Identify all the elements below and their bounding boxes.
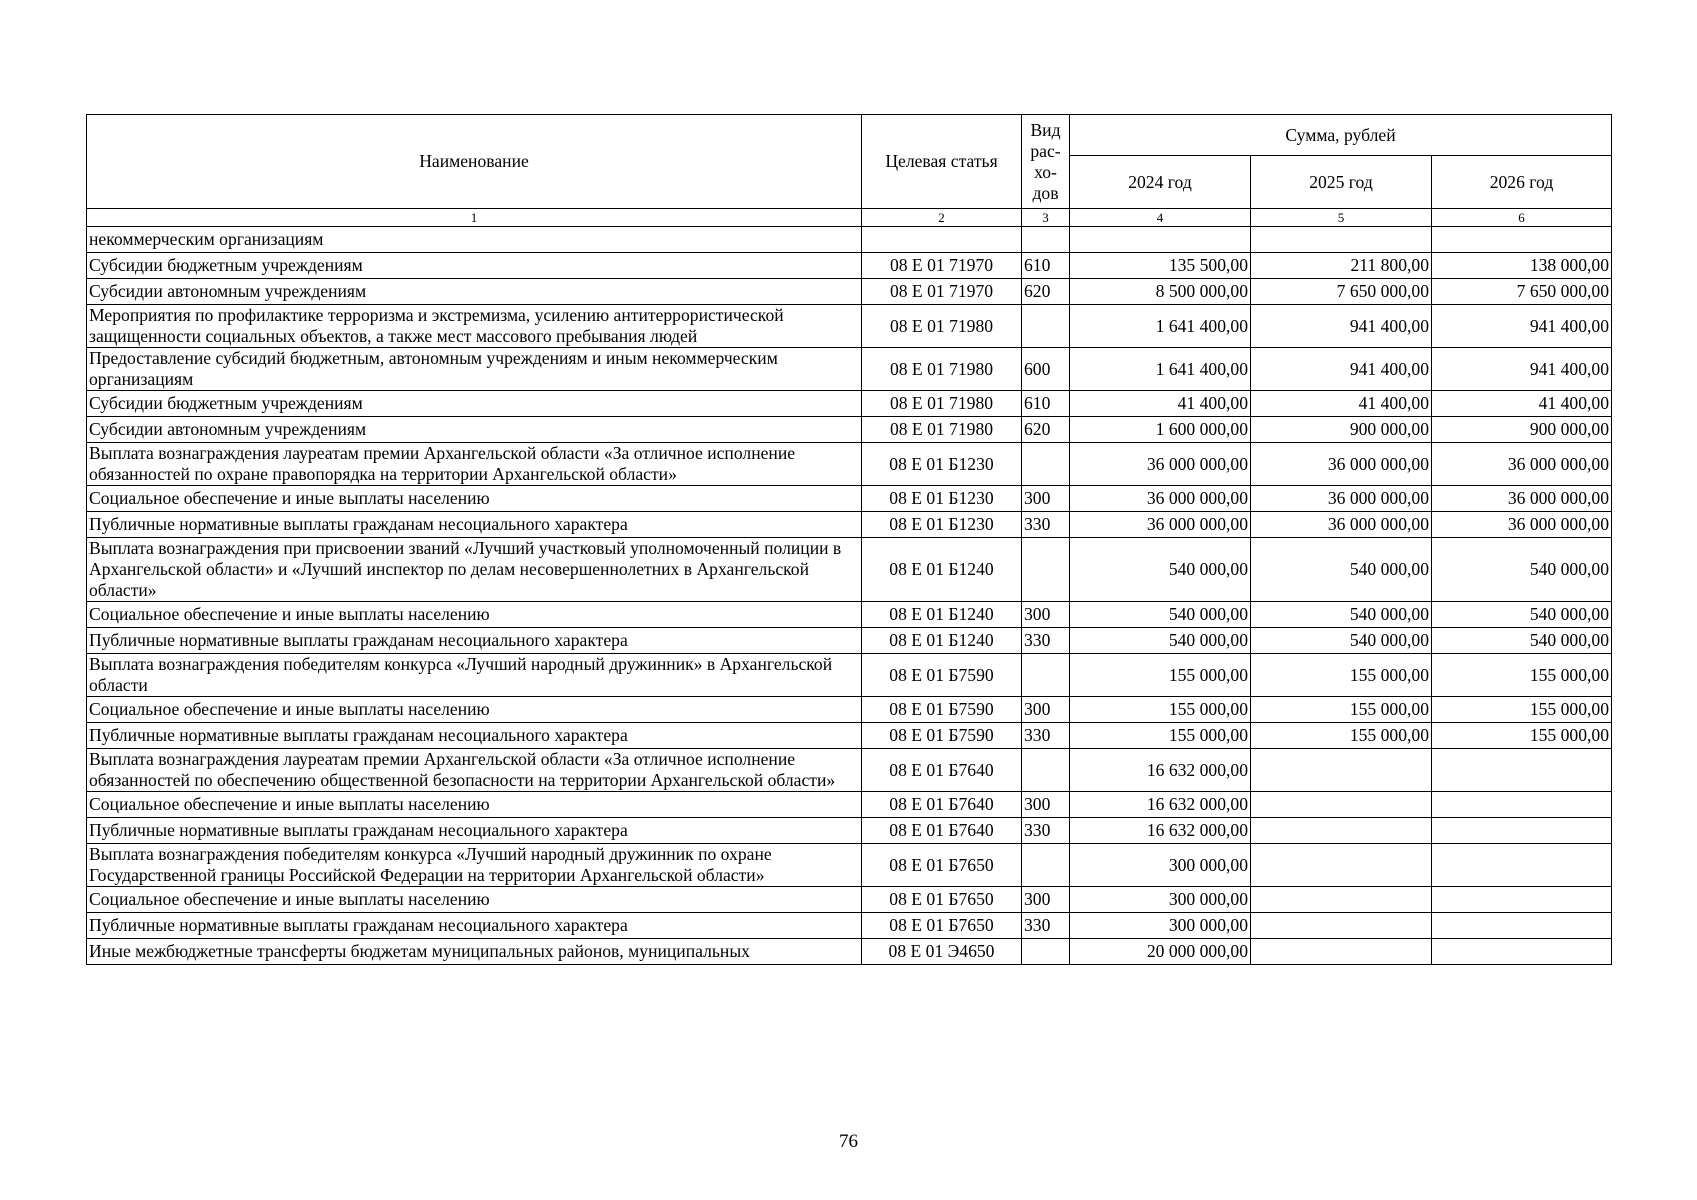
row-expense-type: 610 — [1022, 391, 1070, 417]
row-target-code: 08 Е 01 Э4650 — [862, 939, 1022, 965]
row-amount-2025 — [1251, 913, 1432, 939]
row-name: Выплата вознаграждения победителям конкурса «Лучший народный дружинник по охране Государственной границы Российской Федерации на территории Архангельской области» — [87, 844, 862, 887]
row-name: Социальное обеспечение и иные выплаты населению — [87, 792, 862, 818]
table-row — [87, 939, 1612, 965]
table-row — [87, 628, 1612, 654]
header-expense-type — [1022, 115, 1070, 209]
row-target-code: 08 Е 01 71980 — [862, 348, 1022, 391]
row-amount-2025: 155 000,00 — [1251, 723, 1432, 749]
row-expense-type: 330 — [1022, 723, 1070, 749]
row-amount-2024: 16 632 000,00 — [1070, 749, 1251, 792]
header-expense-type-line: Вид — [1030, 119, 1061, 140]
row-target-code: 08 Е 01 71980 — [862, 305, 1022, 348]
row-name: Субсидии бюджетным учреждениям — [87, 391, 862, 417]
row-expense-type: 620 — [1022, 279, 1070, 305]
header-name: Наименование — [87, 115, 862, 209]
row-name: Субсидии бюджетным учреждениям — [87, 253, 862, 279]
row-name: Социальное обеспечение и иные выплаты населению — [87, 887, 862, 913]
row-target-code: 08 Е 01 Б7590 — [862, 697, 1022, 723]
row-amount-2024: 1 641 400,00 — [1070, 305, 1251, 348]
row-expense-type: 330 — [1022, 628, 1070, 654]
row-amount-2025 — [1251, 939, 1432, 965]
row-amount-2024: 36 000 000,00 — [1070, 443, 1251, 486]
table-row — [87, 818, 1612, 844]
row-expense-type: 300 — [1022, 697, 1070, 723]
table-row — [87, 749, 1612, 792]
row-amount-2026 — [1432, 818, 1612, 844]
row-amount-2026: 540 000,00 — [1432, 538, 1612, 602]
row-amount-2024: 300 000,00 — [1070, 887, 1251, 913]
column-number: 5 — [1251, 209, 1432, 227]
row-expense-type — [1022, 654, 1070, 697]
row-amount-2024: 8 500 000,00 — [1070, 279, 1251, 305]
row-amount-2024: 155 000,00 — [1070, 723, 1251, 749]
row-target-code: 08 Е 01 71980 — [862, 417, 1022, 443]
row-amount-2025: 41 400,00 — [1251, 391, 1432, 417]
row-amount-2024: 155 000,00 — [1070, 697, 1251, 723]
row-name: Выплата вознаграждения победителям конкурса «Лучший народный дружинник» в Архангельской области — [87, 654, 862, 697]
header-year-2025: 2025 год — [1251, 156, 1432, 209]
row-amount-2025: 941 400,00 — [1251, 348, 1432, 391]
row-amount-2026: 7 650 000,00 — [1432, 279, 1612, 305]
row-amount-2025: 211 800,00 — [1251, 253, 1432, 279]
row-expense-type: 600 — [1022, 348, 1070, 391]
row-name: Социальное обеспечение и иные выплаты населению — [87, 602, 862, 628]
row-expense-type: 330 — [1022, 913, 1070, 939]
row-amount-2025: 900 000,00 — [1251, 417, 1432, 443]
page-number: 76 — [839, 1131, 858, 1152]
row-name: Субсидии автономным учреждениям — [87, 417, 862, 443]
row-amount-2026: 36 000 000,00 — [1432, 486, 1612, 512]
row-amount-2024: 300 000,00 — [1070, 913, 1251, 939]
row-expense-type — [1022, 844, 1070, 887]
table-row — [87, 305, 1612, 348]
row-expense-type: 610 — [1022, 253, 1070, 279]
row-amount-2024: 16 632 000,00 — [1070, 792, 1251, 818]
row-amount-2026: 155 000,00 — [1432, 697, 1612, 723]
row-amount-2024: 16 632 000,00 — [1070, 818, 1251, 844]
table-row — [87, 654, 1612, 697]
row-amount-2026: 155 000,00 — [1432, 654, 1612, 697]
row-expense-type — [1022, 305, 1070, 348]
row-amount-2025: 36 000 000,00 — [1251, 486, 1432, 512]
row-target-code: 08 Е 01 Б7650 — [862, 844, 1022, 887]
row-expense-type: 330 — [1022, 818, 1070, 844]
row-target-code: 08 Е 01 Б1230 — [862, 512, 1022, 538]
row-name: Социальное обеспечение и иные выплаты населению — [87, 486, 862, 512]
table-row — [87, 227, 1612, 253]
row-amount-2025 — [1251, 749, 1432, 792]
row-target-code: 08 Е 01 Б7640 — [862, 792, 1022, 818]
row-amount-2026: 540 000,00 — [1432, 602, 1612, 628]
row-amount-2024: 36 000 000,00 — [1070, 486, 1251, 512]
row-amount-2026 — [1432, 913, 1612, 939]
column-number: 3 — [1022, 209, 1070, 227]
row-amount-2026 — [1432, 749, 1612, 792]
row-amount-2024: 20 000 000,00 — [1070, 939, 1251, 965]
table-row — [87, 844, 1612, 887]
row-name: Публичные нормативные выплаты гражданам несоциального характера — [87, 512, 862, 538]
row-amount-2025: 540 000,00 — [1251, 538, 1432, 602]
row-amount-2025: 540 000,00 — [1251, 628, 1432, 654]
budget-table — [86, 114, 1612, 965]
column-number-row — [87, 209, 1612, 227]
table-row — [87, 443, 1612, 486]
column-number: 6 — [1432, 209, 1612, 227]
row-name: Субсидии автономным учреждениям — [87, 279, 862, 305]
header-sum: Сумма, рублей — [1070, 115, 1612, 156]
header-year-2024: 2024 год — [1070, 156, 1251, 209]
row-amount-2026 — [1432, 939, 1612, 965]
row-amount-2026: 941 400,00 — [1432, 348, 1612, 391]
row-name: Публичные нормативные выплаты гражданам несоциального характера — [87, 818, 862, 844]
row-amount-2026: 138 000,00 — [1432, 253, 1612, 279]
table-row — [87, 538, 1612, 602]
row-amount-2024: 1 600 000,00 — [1070, 417, 1251, 443]
row-amount-2026 — [1432, 887, 1612, 913]
row-amount-2026: 36 000 000,00 — [1432, 512, 1612, 538]
row-amount-2026: 540 000,00 — [1432, 628, 1612, 654]
row-target-code: 08 Е 01 Б7590 — [862, 723, 1022, 749]
row-expense-type: 330 — [1022, 512, 1070, 538]
row-name: Предоставление субсидий бюджетным, автономным учреждениям и иным некоммерческим организациям — [87, 348, 862, 391]
table-row — [87, 417, 1612, 443]
row-amount-2026: 900 000,00 — [1432, 417, 1612, 443]
row-amount-2025: 155 000,00 — [1251, 654, 1432, 697]
row-amount-2025: 155 000,00 — [1251, 697, 1432, 723]
column-number: 1 — [87, 209, 862, 227]
row-amount-2025: 540 000,00 — [1251, 602, 1432, 628]
table-row — [87, 512, 1612, 538]
header-expense-type-line: дов — [1032, 182, 1059, 203]
row-target-code: 08 Е 01 71970 — [862, 279, 1022, 305]
column-number: 4 — [1070, 209, 1251, 227]
header-expense-type-line: рас- — [1030, 140, 1061, 161]
header-year-2026: 2026 год — [1432, 156, 1612, 209]
row-amount-2025 — [1251, 818, 1432, 844]
row-target-code: 08 Е 01 Б7650 — [862, 913, 1022, 939]
row-amount-2024: 300 000,00 — [1070, 844, 1251, 887]
row-expense-type — [1022, 227, 1070, 253]
row-target-code: 08 Е 01 Б1230 — [862, 486, 1022, 512]
row-name: Выплата вознаграждения лауреатам премии Архангельской области «За отличное исполнение обязанностей по охране правопорядка на территории Архангельской области» — [87, 443, 862, 486]
column-number: 2 — [862, 209, 1022, 227]
table-body — [87, 227, 1612, 965]
row-expense-type: 300 — [1022, 486, 1070, 512]
row-amount-2026: 155 000,00 — [1432, 723, 1612, 749]
row-amount-2025 — [1251, 844, 1432, 887]
table-row — [87, 602, 1612, 628]
table-row — [87, 723, 1612, 749]
row-amount-2025: 941 400,00 — [1251, 305, 1432, 348]
header-target-article: Целевая статья — [862, 115, 1022, 209]
row-amount-2024: 540 000,00 — [1070, 602, 1251, 628]
row-target-code: 08 Е 01 Б7590 — [862, 654, 1022, 697]
row-amount-2026 — [1432, 792, 1612, 818]
row-expense-type — [1022, 749, 1070, 792]
row-amount-2025: 7 650 000,00 — [1251, 279, 1432, 305]
row-expense-type: 300 — [1022, 602, 1070, 628]
row-name: Публичные нормативные выплаты гражданам несоциального характера — [87, 913, 862, 939]
row-name: Публичные нормативные выплаты гражданам несоциального характера — [87, 723, 862, 749]
row-amount-2024: 540 000,00 — [1070, 628, 1251, 654]
row-target-code: 08 Е 01 71980 — [862, 391, 1022, 417]
row-expense-type — [1022, 443, 1070, 486]
row-amount-2025: 36 000 000,00 — [1251, 512, 1432, 538]
row-expense-type: 300 — [1022, 887, 1070, 913]
row-amount-2026 — [1432, 227, 1612, 253]
row-amount-2024: 540 000,00 — [1070, 538, 1251, 602]
row-amount-2026: 41 400,00 — [1432, 391, 1612, 417]
row-target-code: 08 Е 01 Б1240 — [862, 538, 1022, 602]
row-amount-2024 — [1070, 227, 1251, 253]
row-target-code: 08 Е 01 Б7650 — [862, 887, 1022, 913]
table-row — [87, 391, 1612, 417]
row-target-code: 08 Е 01 Б1240 — [862, 628, 1022, 654]
row-name: Социальное обеспечение и иные выплаты населению — [87, 697, 862, 723]
row-expense-type — [1022, 538, 1070, 602]
row-amount-2025 — [1251, 792, 1432, 818]
row-amount-2025: 36 000 000,00 — [1251, 443, 1432, 486]
row-amount-2026: 941 400,00 — [1432, 305, 1612, 348]
table-row — [87, 792, 1612, 818]
row-target-code — [862, 227, 1022, 253]
row-target-code: 08 Е 01 Б7640 — [862, 818, 1022, 844]
row-expense-type: 300 — [1022, 792, 1070, 818]
table-header — [87, 115, 1612, 227]
table-row — [87, 486, 1612, 512]
row-amount-2025 — [1251, 227, 1432, 253]
table-row — [87, 887, 1612, 913]
table-row — [87, 697, 1612, 723]
table-row — [87, 913, 1612, 939]
row-target-code: 08 Е 01 Б7640 — [862, 749, 1022, 792]
row-expense-type — [1022, 939, 1070, 965]
row-target-code: 08 Е 01 Б1230 — [862, 443, 1022, 486]
row-amount-2024: 41 400,00 — [1070, 391, 1251, 417]
row-target-code: 08 Е 01 71970 — [862, 253, 1022, 279]
row-amount-2024: 1 641 400,00 — [1070, 348, 1251, 391]
row-name: некоммерческим организациям — [87, 227, 862, 253]
row-name: Мероприятия по профилактике терроризма и экстремизма, усилению антитеррористической защищенности социальных объектов, а также мест массового пребывания людей — [87, 305, 862, 348]
row-name: Иные межбюджетные трансферты бюджетам муниципальных районов, муниципальных — [87, 939, 862, 965]
header-expense-type-line: хо- — [1034, 161, 1057, 182]
row-target-code: 08 Е 01 Б1240 — [862, 602, 1022, 628]
row-amount-2024: 36 000 000,00 — [1070, 512, 1251, 538]
table-row — [87, 348, 1612, 391]
row-expense-type: 620 — [1022, 417, 1070, 443]
row-amount-2024: 135 500,00 — [1070, 253, 1251, 279]
row-amount-2026: 36 000 000,00 — [1432, 443, 1612, 486]
row-name: Выплата вознаграждения лауреатам премии Архангельской области «За отличное исполнение обязанностей по обеспечению общественной безопасности на территории Архангельской области» — [87, 749, 862, 792]
row-amount-2026 — [1432, 844, 1612, 887]
row-amount-2024: 155 000,00 — [1070, 654, 1251, 697]
row-name: Публичные нормативные выплаты гражданам несоциального характера — [87, 628, 862, 654]
row-amount-2025 — [1251, 887, 1432, 913]
table-row — [87, 279, 1612, 305]
row-name: Выплата вознаграждения при присвоении званий «Лучший участковый уполномоченный полиции в Архангельской области» и «Лучший инспектор по делам несовершеннолетних в Архангельской области» — [87, 538, 862, 602]
table-row — [87, 253, 1612, 279]
